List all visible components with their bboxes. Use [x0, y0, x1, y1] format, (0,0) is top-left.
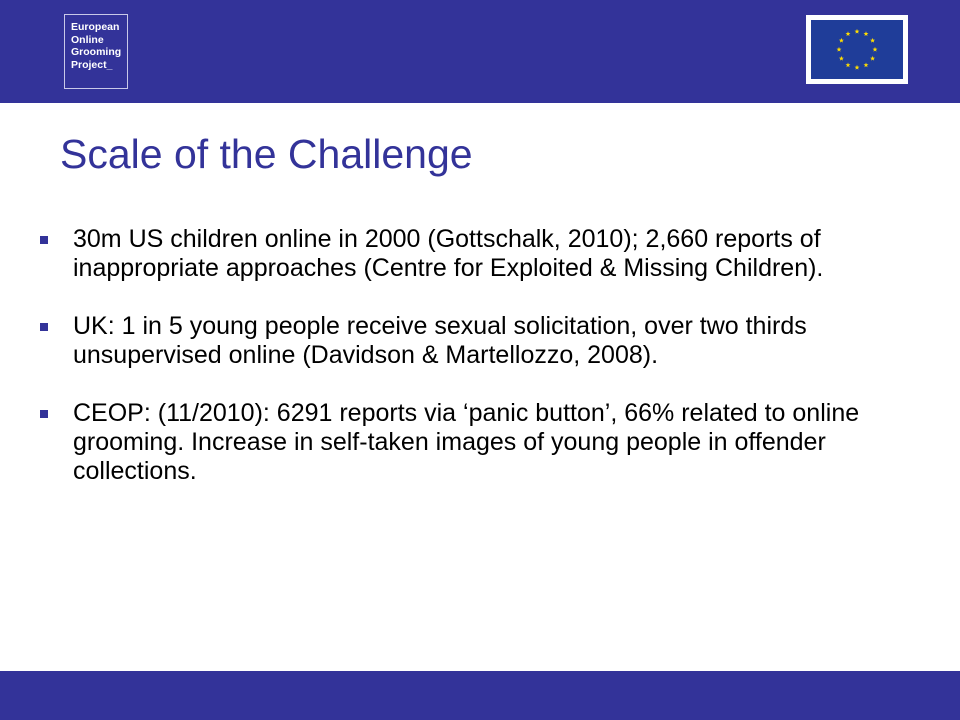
logo-line: Online — [71, 33, 104, 46]
logo-line: Grooming — [71, 46, 122, 58]
eu-star-icon — [839, 38, 844, 43]
bullet-item — [40, 312, 925, 370]
eu-star-icon — [846, 62, 851, 67]
bullet-text: 30m US children online in 2000 (Gottschalk, 2010); 2,660 reports of inappropriate approaches (Centre for Exploited & Missing Children). — [73, 225, 824, 282]
slide-title: Scale of the Challenge — [60, 131, 473, 177]
eu-star-icon — [855, 29, 860, 34]
eu-flag-frame — [806, 15, 908, 84]
footer-band — [0, 671, 960, 720]
eu-star-icon — [870, 38, 875, 43]
eu-star-icon — [846, 31, 851, 36]
eu-star-icon — [864, 62, 869, 67]
eu-star-icon — [855, 65, 860, 70]
bullet-marker — [40, 410, 48, 418]
logo-line: Project_ — [71, 58, 113, 71]
eu-stars — [811, 20, 903, 79]
eu-star-icon — [873, 47, 878, 52]
eu-star-icon — [837, 47, 842, 52]
bullet-marker — [40, 236, 48, 244]
eu-star-icon — [839, 56, 844, 61]
bullet-marker — [40, 323, 48, 331]
bullet-list — [40, 225, 925, 486]
eu-star-icon — [870, 56, 875, 61]
bullet-text: UK: 1 in 5 young people receive sexual solicitation, over two thirds unsupervised online (Davidson & Martellozzo, 2008). — [73, 312, 807, 369]
bullet-item — [40, 225, 925, 283]
bullet-item — [40, 399, 925, 486]
header-band — [0, 0, 960, 103]
bullet-text: CEOP: (11/2010): 6291 reports via ‘panic button’, 66% related to online grooming. Increase in self-taken images of young people in offender collections. — [73, 399, 860, 485]
eu-flag-icon — [811, 20, 903, 79]
logo-line: European — [71, 21, 120, 33]
project-logo — [64, 14, 128, 89]
eu-star-icon — [864, 31, 869, 36]
